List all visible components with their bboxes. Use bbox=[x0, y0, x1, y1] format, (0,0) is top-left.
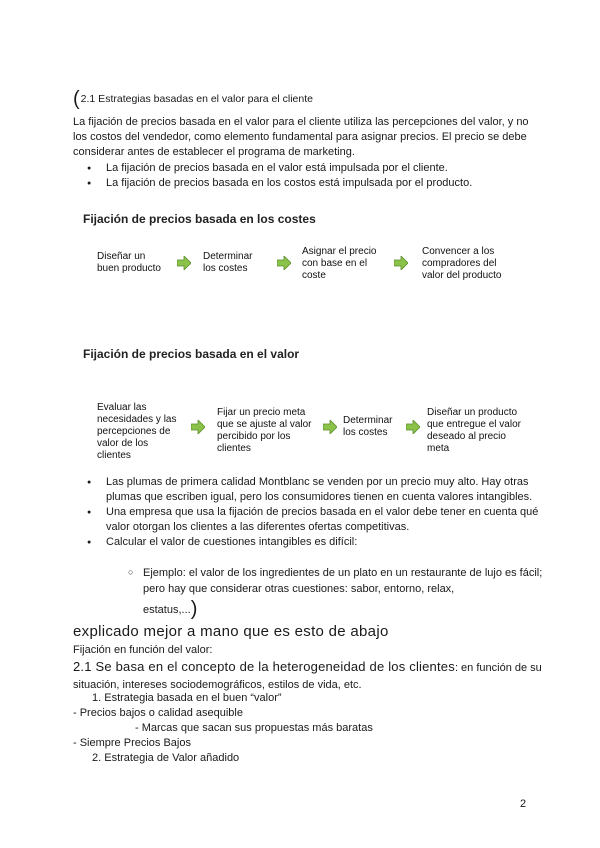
close-paren: ) bbox=[190, 598, 198, 620]
notes-sub-end bbox=[143, 598, 198, 620]
outline-item-2: 2. Estrategia de Valor añadido bbox=[92, 752, 240, 764]
value-step-4: Diseñar un producto que entregue el valor deseado al precio meta bbox=[427, 407, 521, 454]
value-step-3: Determinar los costes bbox=[343, 415, 393, 438]
list-item: ● Una empresa que usa la fijación de precios basada en el valor debe tener en cuenta qué valor otorgan los clientes a las diferentes ofertas competitivas. bbox=[73, 505, 543, 535]
value-step-2: Fijar un precio meta que se ajuste al valor percibido por los clientes bbox=[217, 407, 312, 454]
value-point-rest: : en función de su situación, intereses sociodemográficos, estilos de vida, etc. bbox=[73, 662, 542, 691]
outline-item-1: 1. Estrategia basada en el buen “valor” bbox=[92, 692, 282, 704]
section-title: 2.1 Estrategias basadas en el valor para el cliente bbox=[80, 93, 313, 105]
notes-sub-bullets bbox=[73, 565, 543, 597]
outline-dash-2: - Siempre Precios Bajos bbox=[73, 737, 191, 749]
costs-step-2: Determinar los costes bbox=[203, 251, 253, 274]
section-heading bbox=[73, 88, 313, 111]
notes-bullets bbox=[73, 475, 543, 550]
value-point bbox=[73, 659, 543, 693]
arrow-right-icon bbox=[323, 420, 337, 434]
arrow-right-icon bbox=[277, 256, 291, 270]
list-item: ● La fijación de precios basada en los costos está impulsada por el producto. bbox=[73, 176, 543, 191]
diagram-value-title: Fijación de precios basada en el valor bbox=[83, 347, 300, 361]
list-item: ● Las plumas de primera calidad Montblanc se venden por un precio muy alto. Hay otras plumas que escriben igual, pero los consumidores tienen en cuenta valores intangibles. bbox=[73, 475, 543, 505]
value-step-1: Evaluar las necesidades y las percepciones de valor de los clientes bbox=[97, 402, 177, 461]
arrow-right-icon bbox=[394, 256, 408, 270]
list-item: ● Calcular el valor de cuestiones intangibles es difícil: bbox=[73, 535, 543, 550]
diagram-costs-title: Fijación de precios basada en los costes bbox=[83, 212, 316, 226]
costs-step-4: Convencer a los compradores del valor del producto bbox=[422, 246, 502, 281]
value-point-lead: 2.1 Se basa en el concepto de la heterogeneidad de los clientes bbox=[73, 659, 455, 674]
costs-step-3: Asignar el precio con base en el coste bbox=[302, 246, 377, 281]
arrow-right-icon bbox=[177, 256, 191, 270]
handwritten-note: explicado mejor a mano que es esto de abajo bbox=[73, 623, 389, 640]
arrow-right-icon bbox=[406, 420, 420, 434]
open-paren: ( bbox=[73, 88, 80, 110]
list-item: ○ Ejemplo: el valor de los ingredientes de un plato en un restaurante de lujo es fácil; pero hay que considerar otras cuestiones: sabor, entorno, relax, bbox=[73, 565, 543, 597]
list-item: ● La fijación de precios basada en el valor está impulsada por el cliente. bbox=[73, 161, 543, 176]
value-subtitle: Fijación en función del valor: bbox=[73, 644, 213, 656]
outline-dash-1: - Precios bajos o calidad asequible bbox=[73, 707, 243, 719]
sub-bullet-end: estatus,... bbox=[143, 604, 191, 616]
outline-indent-1: - Marcas que sacan sus propuestas más baratas bbox=[135, 722, 373, 734]
costs-step-1: Diseñar un buen producto bbox=[97, 251, 161, 274]
arrow-right-icon bbox=[191, 420, 205, 434]
page-number: 2 bbox=[520, 798, 527, 810]
intro-bullets bbox=[73, 161, 543, 191]
intro-paragraph: La fijación de precios basada en el valor para el cliente utiliza las percepciones del valor, y no los costos del vendedor, como elemento fundamental para asignar precios. El precio se debe considerar antes de establecer el programa de marketing. bbox=[73, 116, 529, 158]
